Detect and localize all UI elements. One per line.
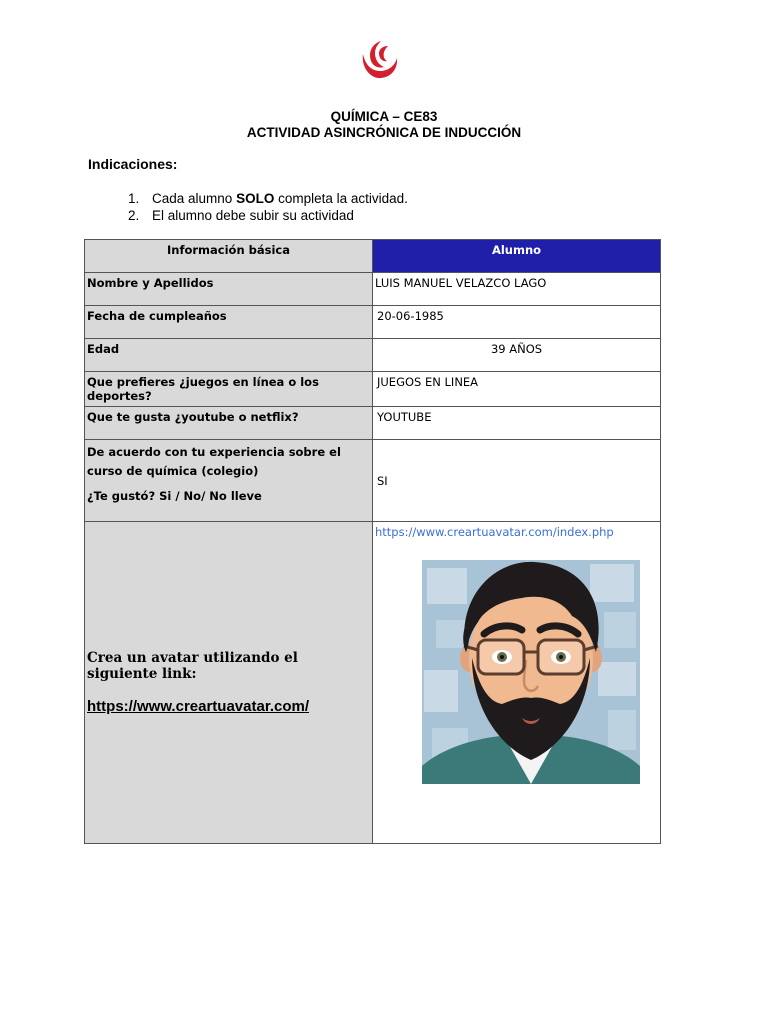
row-label: Fecha de cumpleaños bbox=[85, 306, 373, 339]
table-row bbox=[85, 306, 661, 339]
row-label: Nombre y Apellidos bbox=[85, 273, 373, 306]
table-row bbox=[85, 273, 661, 306]
list-item: 1. Cada alumno SOLO completa la actividad. bbox=[128, 191, 408, 206]
avatar-instruction-cell bbox=[85, 522, 373, 844]
row-value-platform: YOUTUBE bbox=[373, 407, 661, 440]
table-row bbox=[85, 407, 661, 440]
instructions-list bbox=[128, 190, 408, 224]
course-title: QUÍMICA – CE83 bbox=[330, 109, 438, 124]
table-header-row bbox=[85, 240, 661, 273]
header-basic-info: Información básica bbox=[85, 240, 373, 273]
header-student: Alumno bbox=[373, 240, 661, 273]
instructions-heading: Indicaciones: bbox=[88, 156, 178, 172]
row-label: Que prefieres ¿juegos en línea o los deportes? bbox=[85, 372, 373, 407]
avatar-site-link[interactable]: https://www.creartuavatar.com/ bbox=[87, 698, 310, 715]
table-row bbox=[85, 372, 661, 407]
table-row bbox=[85, 339, 661, 372]
avatar-image bbox=[422, 560, 640, 784]
avatar-instruction: Crea un avatar utilizando el siguiente link: bbox=[87, 650, 298, 682]
row-label: Edad bbox=[85, 339, 373, 372]
row-value-birthday: 20-06-1985 bbox=[373, 306, 661, 339]
row-value-course: SI bbox=[373, 440, 661, 522]
activity-title: ACTIVIDAD ASINCRÓNICA DE INDUCCIÓN bbox=[246, 125, 522, 140]
list-item: 2. El alumno debe subir su actividad bbox=[128, 208, 354, 223]
row-value-preference: JUEGOS EN LINEA bbox=[373, 372, 661, 407]
row-value-name: LUIS MANUEL VELAZCO LAGO bbox=[373, 273, 661, 306]
university-logo-icon bbox=[357, 38, 401, 80]
row-value-age: 39 AÑOS bbox=[373, 339, 661, 372]
row-label-course: De acuerdo con tu experiencia sobre el curso de química (colegio) ¿Te gustó? Si / No/ No lleve bbox=[85, 440, 373, 522]
avatar-link[interactable]: https://www.creartuavatar.com/index.php bbox=[375, 525, 614, 539]
row-label: Que te gusta ¿youtube o netflix? bbox=[85, 407, 373, 440]
table-row bbox=[85, 440, 661, 522]
